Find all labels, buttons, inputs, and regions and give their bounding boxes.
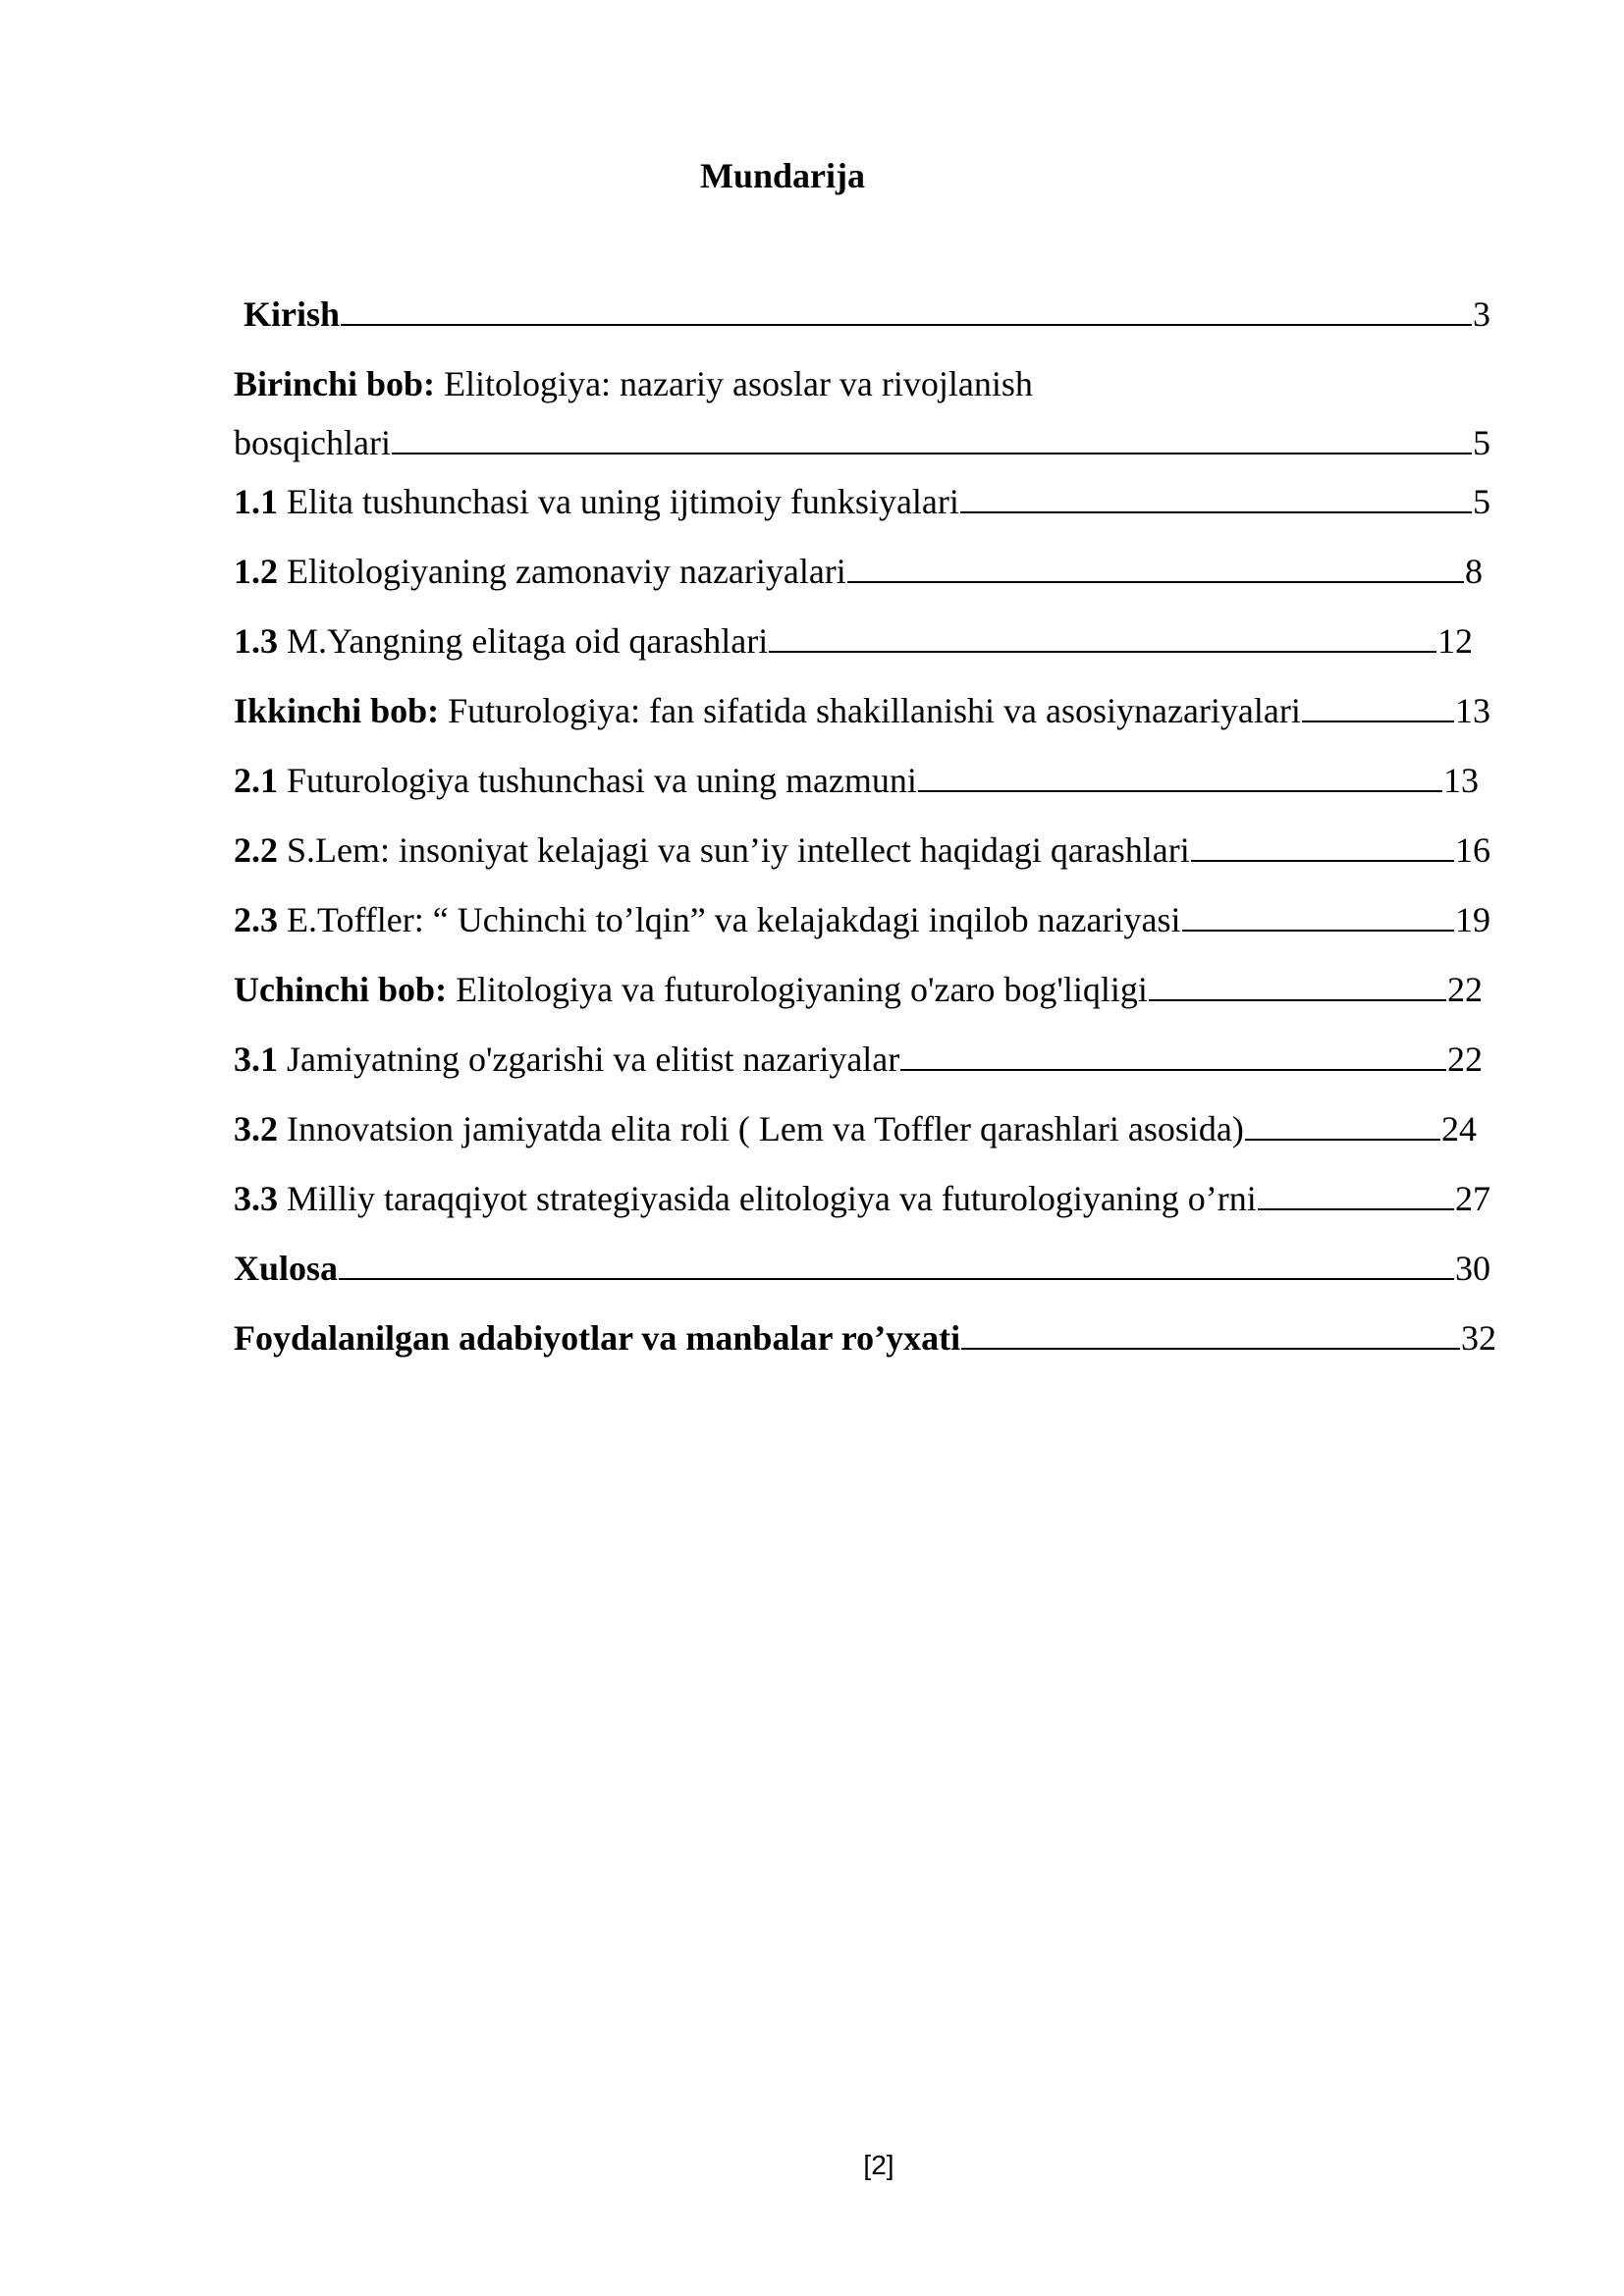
toc-entry-heading [234,548,846,595]
toc-leader-line [900,1069,1446,1071]
toc-page-number: 27 [1455,1179,1490,1218]
toc-entry-heading [234,687,1301,734]
toc-leader-line [1149,999,1446,1001]
toc-page-number: 22 [1447,970,1483,1009]
toc-entry-2-2 [234,827,1490,896]
toc-entry-title: Xulosa [234,1249,339,1288]
toc-entry-number: 2.1 [234,761,278,800]
toc-entry-title: Innovatsion jamiyatda elita roli ( Lem va Toffler qarashlari asosida) [278,1109,1244,1148]
toc-page-number: 16 [1455,830,1490,870]
toc-entry-title: Elita tushunchasi va uning ijtimoiy funksiyalari [278,482,959,521]
toc-leader-line [1191,860,1454,862]
toc-entry-birinchi-bob [234,360,1490,478]
page-title: Mundarija [699,156,865,195]
toc-page-number: 8 [1465,552,1483,591]
toc-leader-line [339,1278,1454,1280]
toc-page-number: 12 [1437,621,1473,661]
toc-page-number: 22 [1447,1040,1483,1079]
toc-entry-title: Elitologiyaning zamonaviy nazariyalari [278,552,846,591]
toc-entry-title: S.Lem: insoniyat kelajagi va sun’iy intellect haqidagi qarashlari [278,830,1190,870]
toc-entry-uchinchi-bob [234,966,1483,1036]
toc-entry-ikkinchi-bob [234,687,1490,757]
toc-entry-title: Jamiyatning o'zgarishi va elitist nazariyalar [278,1040,900,1079]
toc-entry-label: Ikkinchi bob: [234,691,440,730]
toc-leader-line [341,324,1472,326]
toc-entry-title: M.Yangning elitaga oid qarashlari [278,621,769,661]
toc-entry-3-1 [234,1036,1483,1105]
toc-entry-number: 2.3 [234,900,278,939]
toc-entry-xulosa [234,1245,1490,1314]
toc-entry-heading [234,896,1181,943]
table-of-contents [234,291,1496,1384]
toc-leader-line [918,790,1442,792]
toc-entry-title: Kirish [244,294,341,334]
toc-leader-line [1302,721,1454,722]
toc-entry-title: Milliy taraqqiyot strategiyasida elitologiya va futurologiyaning o’rni [278,1179,1257,1218]
toc-entry-heading [234,757,917,804]
toc-entry-kirish [234,291,1490,360]
toc-entry-number: 3.3 [234,1179,278,1218]
toc-page-number: 30 [1455,1249,1490,1288]
toc-page-number: 19 [1455,900,1490,939]
toc-entry-heading [234,966,1148,1013]
toc-entry-title: Elitologiya va futurologiyaning o'zaro bog'liqligi [447,970,1148,1009]
toc-leader-line [961,1348,1460,1350]
toc-entry-number: 3.1 [234,1040,278,1079]
toc-page-number: 5 [1473,482,1490,521]
toc-entry-number: 2.2 [234,830,278,870]
toc-leader-line [1245,1139,1440,1141]
toc-entry-2-1 [234,757,1479,827]
toc-leader-line [847,581,1464,583]
toc-entry-continuation: bosqichlari [234,423,391,462]
toc-page-number: 24 [1441,1109,1477,1148]
toc-entry-heading [234,1175,1257,1222]
toc-leader-line [392,453,1472,454]
toc-entry-3-3 [234,1175,1490,1245]
page-number-footer: [2] [863,2150,894,2180]
toc-entry-3-2 [234,1105,1477,1175]
toc-page-number: 3 [1473,294,1490,334]
toc-entry-label: Uchinchi bob: [234,970,448,1009]
toc-entry-title: Futurologiya: fan sifatida shakillanishi va asosiynazariyalari [439,691,1301,730]
toc-page-number: 13 [1455,691,1490,730]
toc-entry-title: E.Toffler: “ Uchinchi to’lqin” va kelajakdagi inqilob nazariyasi [278,900,1181,939]
toc-entry-heading [234,1036,899,1083]
toc-entry-title: Elitologiya: nazariy asoslar va rivojlanish [435,364,1033,403]
toc-entry-heading [234,827,1190,874]
toc-leader-line [1258,1208,1454,1210]
toc-entry-foydalanilgan-adabiyotlar [234,1314,1496,1384]
toc-entry-1-3 [234,617,1473,687]
toc-page-number: 5 [1473,423,1490,462]
toc-entry-heading [234,617,768,665]
toc-entry-number: 1.3 [234,621,278,661]
toc-entry-1-1 [234,478,1490,548]
toc-entry-heading [234,360,1490,407]
toc-entry-label: Birinchi bob: [234,364,436,403]
toc-entry-number: 1.2 [234,552,278,591]
toc-entry-title: Futurologiya tushunchasi va uning mazmuni [278,761,917,800]
toc-leader-line [1182,930,1455,932]
toc-entry-number: 3.2 [234,1109,278,1148]
toc-entry-1-2 [234,548,1483,617]
toc-page-number: 13 [1443,761,1479,800]
toc-page-number: 32 [1461,1318,1496,1358]
toc-entry-heading [234,1105,1244,1152]
toc-leader-line [769,651,1436,653]
toc-entry-title: Foydalanilgan adabiyotlar va manbalar ro’yxati [234,1318,961,1358]
toc-entry-number: 1.1 [234,482,278,521]
toc-leader-line [960,511,1472,513]
toc-entry-heading [234,478,959,525]
toc-entry-2-3 [234,896,1490,966]
